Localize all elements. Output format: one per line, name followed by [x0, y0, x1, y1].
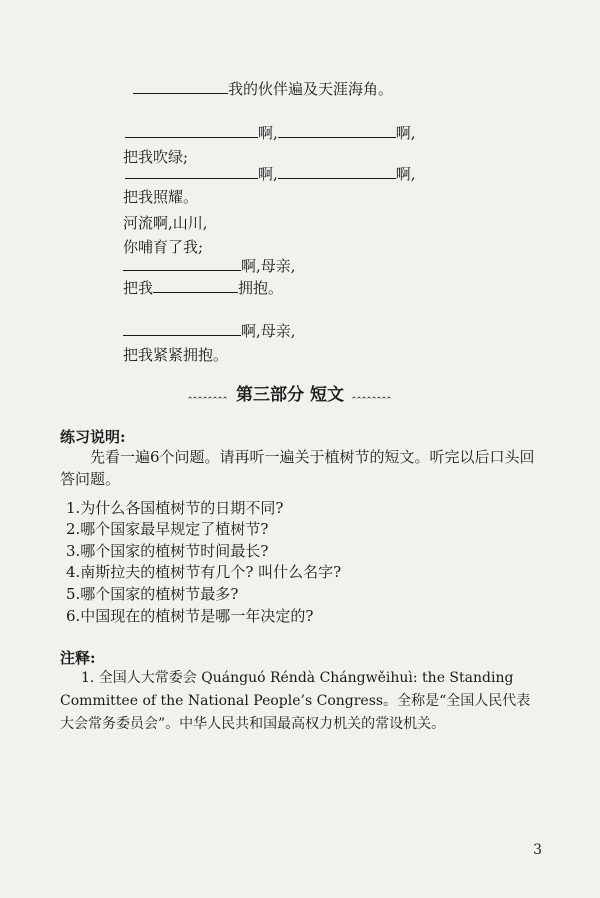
- fill-blank: [123, 321, 241, 336]
- page-number: 3: [533, 842, 542, 858]
- question-item: 6.中国现在的植树节是哪一年决定的?: [66, 607, 314, 625]
- poem-line-2: 啊, 啊,: [125, 122, 416, 143]
- question-item: 1.为什么各国植树节的日期不同?: [66, 499, 284, 517]
- wave-decoration-right: ꞈꞈꞈꞈꞈꞈꞈꞈ: [351, 385, 392, 399]
- poem-line-9: 把我 拥抱。: [123, 279, 284, 297]
- fill-blank: [125, 164, 258, 179]
- section-title: 第三部分 短文: [236, 385, 344, 405]
- poem-line-10: 啊,母亲,: [123, 320, 296, 341]
- poem-line-7: 你哺育了我;: [123, 238, 204, 256]
- poem-line-8: 啊,母亲,: [123, 255, 296, 276]
- fill-blank: [123, 256, 241, 271]
- fill-blank: [278, 123, 396, 138]
- exercise-instruction: 先看一遍6个问题。请再听一遍关于植树节的短文。听完以后口头回答问题。: [60, 448, 535, 488]
- question-item: 3.哪个国家的植树节时间最长?: [66, 542, 269, 560]
- section-heading: [115, 380, 465, 405]
- notes-label: 注释:: [60, 649, 96, 667]
- fill-blank: [153, 278, 238, 293]
- fill-blank: [133, 79, 228, 94]
- question-item: 4.南斯拉夫的植树节有几个? 叫什么名字?: [66, 563, 342, 581]
- poem-line-4: 啊, 啊,: [125, 163, 416, 184]
- fill-blank: [125, 123, 258, 138]
- wave-decoration-left: ꞈꞈꞈꞈꞈꞈꞈꞈ: [188, 385, 229, 399]
- poem-line-11: 把我紧紧拥抱。: [123, 346, 229, 364]
- exercise-label: 练习说明:: [60, 428, 126, 446]
- question-item: 5.哪个国家的植树节最多?: [66, 585, 239, 603]
- poem-line-6: 河流啊,山川,: [123, 214, 208, 232]
- note-paragraph: 1. 全国人大常委会 Quánguó Réndà Chángwěihuì: the Standing Committee of the National People’s Congress。全称是“全国人民代表大会常务委员会”。中华人民共和国最高权力机关的常设机关。: [60, 670, 531, 732]
- poem-line-1: 我的伙伴遍及天涯海角。: [133, 78, 393, 99]
- poem-line-5: 把我照耀。: [123, 188, 199, 206]
- poem-line-3: 把我吹绿;: [123, 148, 189, 166]
- question-item: 2.哪个国家最早规定了植树节?: [66, 520, 269, 538]
- fill-blank: [278, 164, 396, 179]
